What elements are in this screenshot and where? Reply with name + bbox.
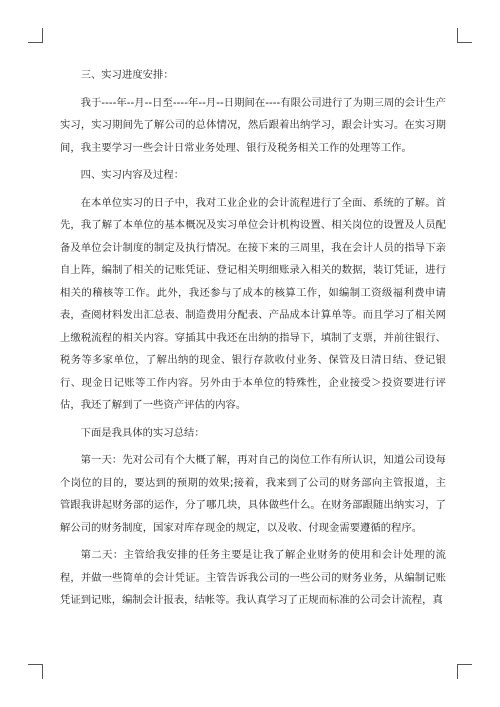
paragraph-day-one: 第一天：先对公司有个大概了解，再对自己的岗位工作有所认识，知道公司设每个岗位的目的，要达到的预期的效果;接着，我来到了公司的财务部向主管报道，主管跟我讲起财务部的运作，分了哪几块，具体做些什么。在财务部跟随出纳实习，了解公司的财务制度，国家对库存现金的规定，以及收、付现金需要遵循的程序。 bbox=[60, 454, 446, 534]
section-heading-schedule: 三、实习进度安排： bbox=[80, 69, 174, 81]
crop-mark-top-right bbox=[457, 28, 472, 43]
section-heading-content: 四、实习内容及过程： bbox=[80, 169, 185, 181]
paragraph-schedule: 我于----年--月--日至----年--月--日期间在----有限公司进行了为期三周的会计生产实习，实习期间先了解公司的总体情况，然后跟着出纳学习，跟会计实习。在实习期间，我主要学习一些会计日常业务处理、银行及税务相关工作的处理等工作。 bbox=[60, 96, 446, 154]
crop-mark-bottom-right bbox=[457, 664, 472, 679]
crop-mark-top-left bbox=[28, 28, 43, 43]
paragraph-content: 在本单位实习的日子中，我对工业企业的会计流程进行了全面、系统的了解。首先，我了解了本单位的基本概况及实习单位会计机构设置、相关岗位的设置及人员配备及单位会计制度的制定及执行情况。在接下来的三周里，我在会计人员的指导下亲自上阵，编制了相关的记账凭证、登记相关明细账录入相关的数据，装订凭证，进行相关的稽核等工作。此外，我还参与了成本的核算工作，如编制工资级福利费申请表，查阅材料发出汇总表、制造费用分配表、产品成本计算单等。而且学习了相关网上缴税流程的相关内容。穿插其中我还在出纳的指导下，填制了支票，并前往银行、税务等多家单位，了解出纳的现金、银行存款收付业务、保管及日清日结、登记银行、现金日记账等工作内容。另外由于本单位的特殊性，企业接受＞投资要进行评估，我还了解到了一些资产评估的内容。 bbox=[60, 196, 446, 411]
crop-mark-bottom-left bbox=[28, 664, 43, 679]
document-body bbox=[60, 64, 446, 612]
paragraph-summary-intro: 下面是我具体的实习总结： bbox=[80, 426, 205, 439]
paragraph-day-two: 第二天：主管给我安排的任务主要是让我了解企业财务的使用和会计处理的流程，并做一些简单的会计凭证。主管告诉我公司的一些公司的财务业务，从编制记账凭证到记账，编制会计报表，结帐等。我认真学习了正规而标准的公司会计流程，真 bbox=[60, 549, 446, 606]
